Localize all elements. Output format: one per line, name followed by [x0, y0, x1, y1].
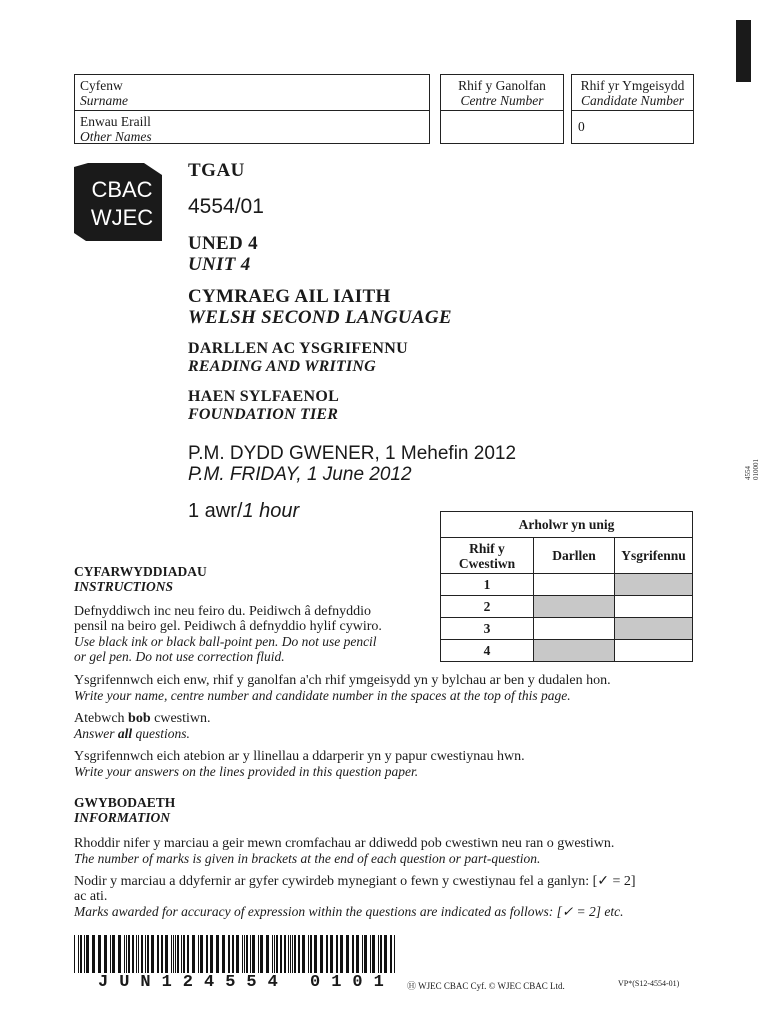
- barcode-bar: [136, 935, 137, 973]
- barcode-bar: [192, 935, 195, 973]
- barcode-bar: [151, 935, 154, 973]
- barcode-bar: [124, 935, 125, 973]
- instr-3-cy: [74, 711, 724, 726]
- barcode-bar: [272, 935, 273, 973]
- reading-mark-cell[interactable]: [534, 574, 615, 596]
- reading-mark-cell[interactable]: [534, 618, 615, 640]
- barcode-text: JUN124554 0101: [98, 973, 395, 992]
- barcode-bar: [206, 935, 208, 973]
- instructions-heading: [74, 564, 207, 594]
- barcode-bar: [258, 935, 259, 973]
- barcode-bar: [346, 935, 349, 973]
- barcode-bar: [260, 935, 263, 973]
- other-names-label-cy: Enwau Eraill: [80, 114, 151, 129]
- centre-number-box: [440, 74, 564, 144]
- cbac-wjec-logo: [74, 163, 162, 241]
- side-reference: [744, 459, 760, 480]
- barcode-bar: [222, 935, 225, 973]
- instructions-heading-cy: CYFARWYDDIADAU: [74, 564, 207, 579]
- col-question-line1: Rhif y: [469, 540, 505, 556]
- candidate-name-box: [74, 74, 430, 144]
- barcode-bar: [310, 935, 312, 973]
- surname-field[interactable]: [75, 75, 429, 111]
- reading-mark-cell-shaded: [534, 640, 615, 662]
- barcode-bar: [187, 935, 189, 973]
- paper-title-cy: DARLLEN AC YSGRIFENNU: [188, 340, 408, 357]
- barcode-bar: [314, 935, 317, 973]
- barcode-bar: [336, 935, 338, 973]
- surname-label-cy: Cyfenw: [80, 78, 123, 93]
- barcode-bar: [78, 935, 79, 973]
- instr-2-cy: Ysgrifennwch eich enw, rhif y ganolfan a'ch rhif ymgeisydd yn y bylchau ar ben y dudalen hon.: [74, 673, 611, 688]
- barcode-bar: [330, 935, 333, 973]
- other-names-label-en: Other Names: [80, 129, 152, 144]
- barcode-bar: [198, 935, 199, 973]
- question-number: 1: [441, 574, 534, 596]
- exam-duration: [188, 500, 299, 523]
- instr-3-en-c: questions.: [132, 726, 190, 741]
- candidate-label-cy: Rhif yr Ymgeisydd: [580, 78, 685, 93]
- barcode-bar: [390, 935, 392, 973]
- barcode-bar: [132, 935, 134, 973]
- examiner-only-table: [440, 511, 693, 662]
- barcode-bar: [92, 935, 95, 973]
- barcode-bar: [276, 935, 278, 973]
- instr-3-en-a: Answer: [74, 726, 118, 741]
- information-heading-cy: GWYBODAETH: [74, 795, 176, 810]
- barcode-bar: [173, 935, 174, 973]
- barcode-bar: [84, 935, 85, 973]
- instr-3-cy-c: cwestiwn.: [150, 711, 211, 726]
- barcode-bar: [200, 935, 203, 973]
- instr-1-en-line2: or gel pen. Do not use correction fluid.: [74, 649, 285, 664]
- barcode-bar: [370, 935, 371, 973]
- barcode-bar: [308, 935, 309, 973]
- barcode-bar: [380, 935, 382, 973]
- subject-title-en: WELSH SECOND LANGUAGE: [188, 307, 452, 328]
- duration-cy: 1 awr/: [188, 500, 243, 522]
- table-row: [441, 596, 693, 618]
- information-heading: [74, 795, 175, 825]
- barcode-bar: [288, 935, 289, 973]
- barcode-bar: [98, 935, 101, 973]
- instr-3-en: [74, 726, 724, 741]
- barcode-bar: [118, 935, 121, 973]
- barcode-bar: [104, 935, 107, 973]
- barcode-bar: [364, 935, 367, 973]
- paper-code: 4554/01: [188, 195, 264, 218]
- examiner-table-title: Arholwr yn unig: [441, 512, 693, 538]
- barcode-bar: [175, 935, 176, 973]
- instructions-paragraph-1: [74, 604, 434, 664]
- info-2-cy-line2: ac ati.: [74, 889, 108, 904]
- barcode-bar: [157, 935, 159, 973]
- barcode-bar: [362, 935, 363, 973]
- barcode-bar: [378, 935, 379, 973]
- instr-1-cy-line2: pensil na beiro gel. Peidiwch â defnyddio hylif cywiro.: [74, 619, 382, 634]
- barcode-bar: [145, 935, 146, 973]
- barcode-bar: [183, 935, 185, 973]
- barcode-bar: [394, 935, 395, 973]
- barcode-bar: [340, 935, 343, 973]
- barcode-bar: [298, 935, 300, 973]
- info-2-cy-line1: Nodir y marciau a ddyfernir ar gyfer cywirdeb mynegiant o fewn y cwestiynau fel a ganlyn: [✓ = 2]: [74, 874, 636, 889]
- unit-title-cy: UNED 4: [188, 233, 258, 254]
- barcode-bar: [165, 935, 168, 973]
- info-1-cy: Rhoddir nifer y marciau a geir mewn cromfachau ar ddiwedd pob cwestiwn neu ran o gwestiwn.: [74, 836, 615, 851]
- barcode-bar: [246, 935, 248, 973]
- writing-mark-cell-shaded: [615, 574, 693, 596]
- question-number: 4: [441, 640, 534, 662]
- barcode-bar: [292, 935, 293, 973]
- col-question-line2: Cwestiwn: [458, 555, 516, 571]
- barcode-bar: [138, 935, 139, 973]
- barcode-bar: [216, 935, 219, 973]
- barcode-bar: [171, 935, 172, 973]
- col-writing: Ysgrifennu: [615, 538, 693, 574]
- barcode-bar: [74, 935, 75, 973]
- candidate-number-field[interactable]: 0: [578, 119, 585, 134]
- side-ref-line2: 010001: [752, 459, 760, 480]
- information-heading-en: INFORMATION: [74, 810, 171, 825]
- instr-1-en-line1: Use black ink or black ball-point pen. Do not use pencil: [74, 634, 377, 649]
- copyright-notice: Ⓗ WJEC CBAC Cyf. © WJEC CBAC Ltd.: [407, 981, 565, 991]
- barcode-bar: [112, 935, 115, 973]
- paper-title-en: READING AND WRITING: [188, 358, 376, 375]
- question-number: 3: [441, 618, 534, 640]
- info-2-en: Marks awarded for accuracy of expression within the questions are indicated as follows: [✓ = 2] etc.: [74, 904, 624, 919]
- tier-title-cy: HAEN SYLFAENOL: [188, 388, 340, 405]
- barcode-bar: [356, 935, 359, 973]
- writing-mark-cell[interactable]: [615, 596, 693, 618]
- logo-text-wjec: WJEC: [90, 205, 154, 230]
- barcode-bar: [384, 935, 387, 973]
- barcode-bar: [244, 935, 245, 973]
- barcode-bar: [128, 935, 130, 973]
- paper-reference: VP*(S12-4554-01): [618, 979, 680, 988]
- barcode-bar: [126, 935, 127, 973]
- col-reading: Darllen: [534, 538, 615, 574]
- col-question-number: [441, 538, 534, 574]
- writing-mark-cell[interactable]: [615, 640, 693, 662]
- logo-text-cbac: CBAC: [91, 177, 153, 202]
- exam-date-en: P.M. FRIDAY, 1 June 2012: [188, 464, 412, 485]
- instr-3-cy-a: Atebwch: [74, 711, 129, 726]
- barcode-bar: [302, 935, 305, 973]
- instructions-heading-en: INSTRUCTIONS: [74, 579, 174, 594]
- instructions-paragraph-4: [74, 749, 724, 779]
- barcode-bar: [236, 935, 239, 973]
- barcode-bar: [80, 935, 82, 973]
- information-paragraph-1: [74, 836, 734, 866]
- unit-title-en: UNIT 4: [188, 254, 251, 275]
- barcode-bar: [177, 935, 179, 973]
- side-ref-line1: 4554: [744, 466, 752, 480]
- barcode: [74, 935, 398, 973]
- barcode-bar: [320, 935, 323, 973]
- instr-3-en-bold: all: [117, 726, 133, 741]
- barcode-bar: [210, 935, 213, 973]
- centre-number-header: [441, 75, 563, 111]
- barcode-bar: [280, 935, 282, 973]
- barcode-bar: [250, 935, 251, 973]
- barcode-bar: [232, 935, 234, 973]
- barcode-bar: [86, 935, 89, 973]
- centre-label-cy: Rhif y Ganolfan: [458, 78, 546, 93]
- barcode-bar: [326, 935, 328, 973]
- centre-number-field[interactable]: [441, 111, 563, 143]
- subject-title-cy: CYMRAEG AIL IAITH: [188, 286, 391, 307]
- barcode-bar: [266, 935, 269, 973]
- other-names-field[interactable]: [75, 111, 429, 143]
- barcode-bar: [294, 935, 296, 973]
- exam-date-cy: P.M. DYDD GWENER, 1 Mehefin 2012: [188, 443, 517, 464]
- instr-4-cy: Ysgrifennwch eich atebion ar y llinellau a ddarperir yn y papur cwestiynau hwn.: [74, 749, 525, 764]
- candidate-number-box: [571, 74, 694, 144]
- barcode-bar: [284, 935, 286, 973]
- table-row: [441, 574, 693, 596]
- table-row: [441, 640, 693, 662]
- barcode-bar: [147, 935, 149, 973]
- table-row: [441, 618, 693, 640]
- registration-mark: [736, 20, 751, 82]
- barcode-bar: [242, 935, 243, 973]
- writing-mark-cell-shaded: [615, 618, 693, 640]
- barcode-bar: [274, 935, 275, 973]
- instructions-paragraph-3: [74, 711, 724, 741]
- info-1-en: The number of marks is given in brackets at the end of each question or part-question.: [74, 851, 541, 866]
- tier-title-en: FOUNDATION TIER: [188, 406, 339, 423]
- question-number: 2: [441, 596, 534, 618]
- candidate-number-header: [572, 75, 693, 111]
- candidate-label-en: Candidate Number: [580, 93, 685, 108]
- barcode-bar: [352, 935, 354, 973]
- instr-1-cy-line1: Defnyddiwch inc neu feiro du. Peidiwch â defnyddio: [74, 604, 372, 619]
- barcode-bar: [372, 935, 375, 973]
- instructions-paragraph-2: [74, 673, 724, 703]
- barcode-bar: [141, 935, 143, 973]
- barcode-bar: [228, 935, 230, 973]
- reading-mark-cell-shaded: [534, 596, 615, 618]
- barcode-bar: [161, 935, 163, 973]
- barcode-bar: [290, 935, 291, 973]
- instr-3-cy-bold: bob: [128, 711, 151, 726]
- qualification-title: TGAU: [188, 160, 245, 181]
- information-paragraph-2: [74, 874, 734, 919]
- instr-4-en: Write your answers on the lines provided in this question paper.: [74, 764, 419, 779]
- barcode-bar: [110, 935, 111, 973]
- barcode-bar: [252, 935, 255, 973]
- duration-en: 1 hour: [242, 500, 300, 522]
- centre-label-en: Centre Number: [460, 93, 544, 108]
- barcode-bar: [181, 935, 182, 973]
- surname-label-en: Surname: [80, 93, 128, 108]
- instr-2-en: Write your name, centre number and candidate number in the spaces at the top of this page.: [74, 688, 571, 703]
